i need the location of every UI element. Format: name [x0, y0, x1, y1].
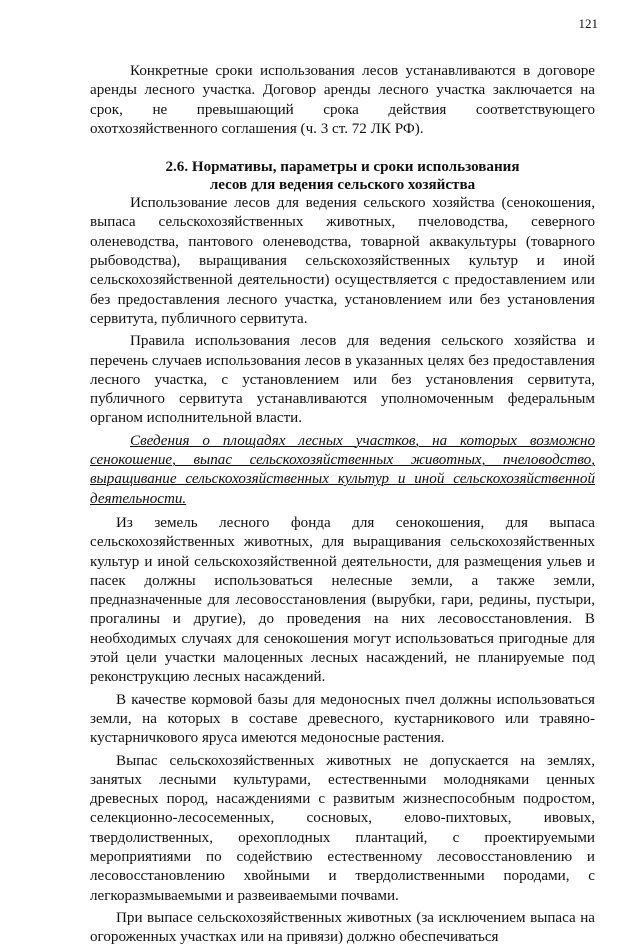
paragraph-land-fund: Из земель лесного фонда для сенокошения, для выпаса сельскохозяйственных животных, для выращивания сельскохозяйственных культур и иной сельскохозяйственной деятельности, для размещения ульев и пасек должны использоваться нелесные земли, а также земли, предназначенные для лесовосстановления (вырубки, гари, редины, пустыри, прогалины и другие), до проведения на них лесовосстановления. В необходимых случаях для сенокошения могут использоваться пригодные для этой цели участки малоценных лесных насаждений, не планируемые под реконструкцию лесных насаждений.	[90, 514, 595, 686]
paragraph-area-info: Сведения о площадях лесных участков, на которых возможно сенокошение, выпас сельскохозяйственных животных, пчеловодство, выращивание сельскохозяйственных культур и иной сельскохозяйственной деятельности.	[90, 432, 595, 507]
paragraph-bee-forage: В качестве кормовой базы для медоносных пчел должны использоваться земли, на которых в составе древесного, кустарникового или травяно-кустарничкового яруса имеются медоносные растения.	[90, 691, 595, 747]
paragraph-grazing-conditions: При выпасе сельскохозяйственных животных (за исключением выпаса на огороженных участках или на привязи) должно обеспечиваться	[90, 909, 595, 946]
section-heading-line-1: 2.6. Нормативы, параметры и сроки использования	[165, 159, 520, 176]
paragraph-lease-terms: Конкретные сроки использования лесов устанавливаются в договоре аренды лесного участка. Договор аренды лесного участка заключается на срок, не превышающий срока действия соответствующего охотхозяйственного соглашения (ч. 3 ст. 72 ЛК РФ).	[90, 63, 595, 137]
paragraph-agriculture-use: Использование лесов для ведения сельского хозяйства (сенокошения, выпаса сельскохозяйственных животных, пчеловодства, северного оленеводства, пантового оленеводства, товарной аквакультуры (товарного рыбоводства), выращивания сельскохозяйственных культур и иной сельскохозяйственной деятельности) осуществляется с предоставлением или без предоставления лесного участка, установлением или без установления сервитута, публичного сервитута.	[90, 195, 595, 327]
section-heading	[90, 159, 595, 194]
page-number: 121	[578, 16, 598, 31]
section-heading-line-2: лесов для ведения сельского хозяйства	[209, 176, 476, 193]
paragraph-rules: Правила использования лесов для ведения сельского хозяйства и перечень случаев использования лесов в указанных целях без предоставления лесного участка, с установлением или без установления сервитута, публичного сервитута устанавливаются уполномоченным федеральным органом исполнительной власти.	[90, 333, 595, 427]
paragraph-grazing-restrictions: Выпас сельскохозяйственных животных не допускается на землях, занятых лесными культурами, естественными молодняками ценных древесных пород, насаждениями с развитым жизнеспособным подростом, селекционно-лесосеменных, сосновых, елово-пихтовых, ивовых, твердолиственных, орехоплодных плантаций, с проектируемыми мероприятиями по содействию естественному лесовосстановлению и лесовосстановлению хвойными и твердолиственными породами, с легкоразмываемыми и развеиваемыми почвами.	[90, 752, 595, 904]
page-body	[90, 62, 595, 947]
